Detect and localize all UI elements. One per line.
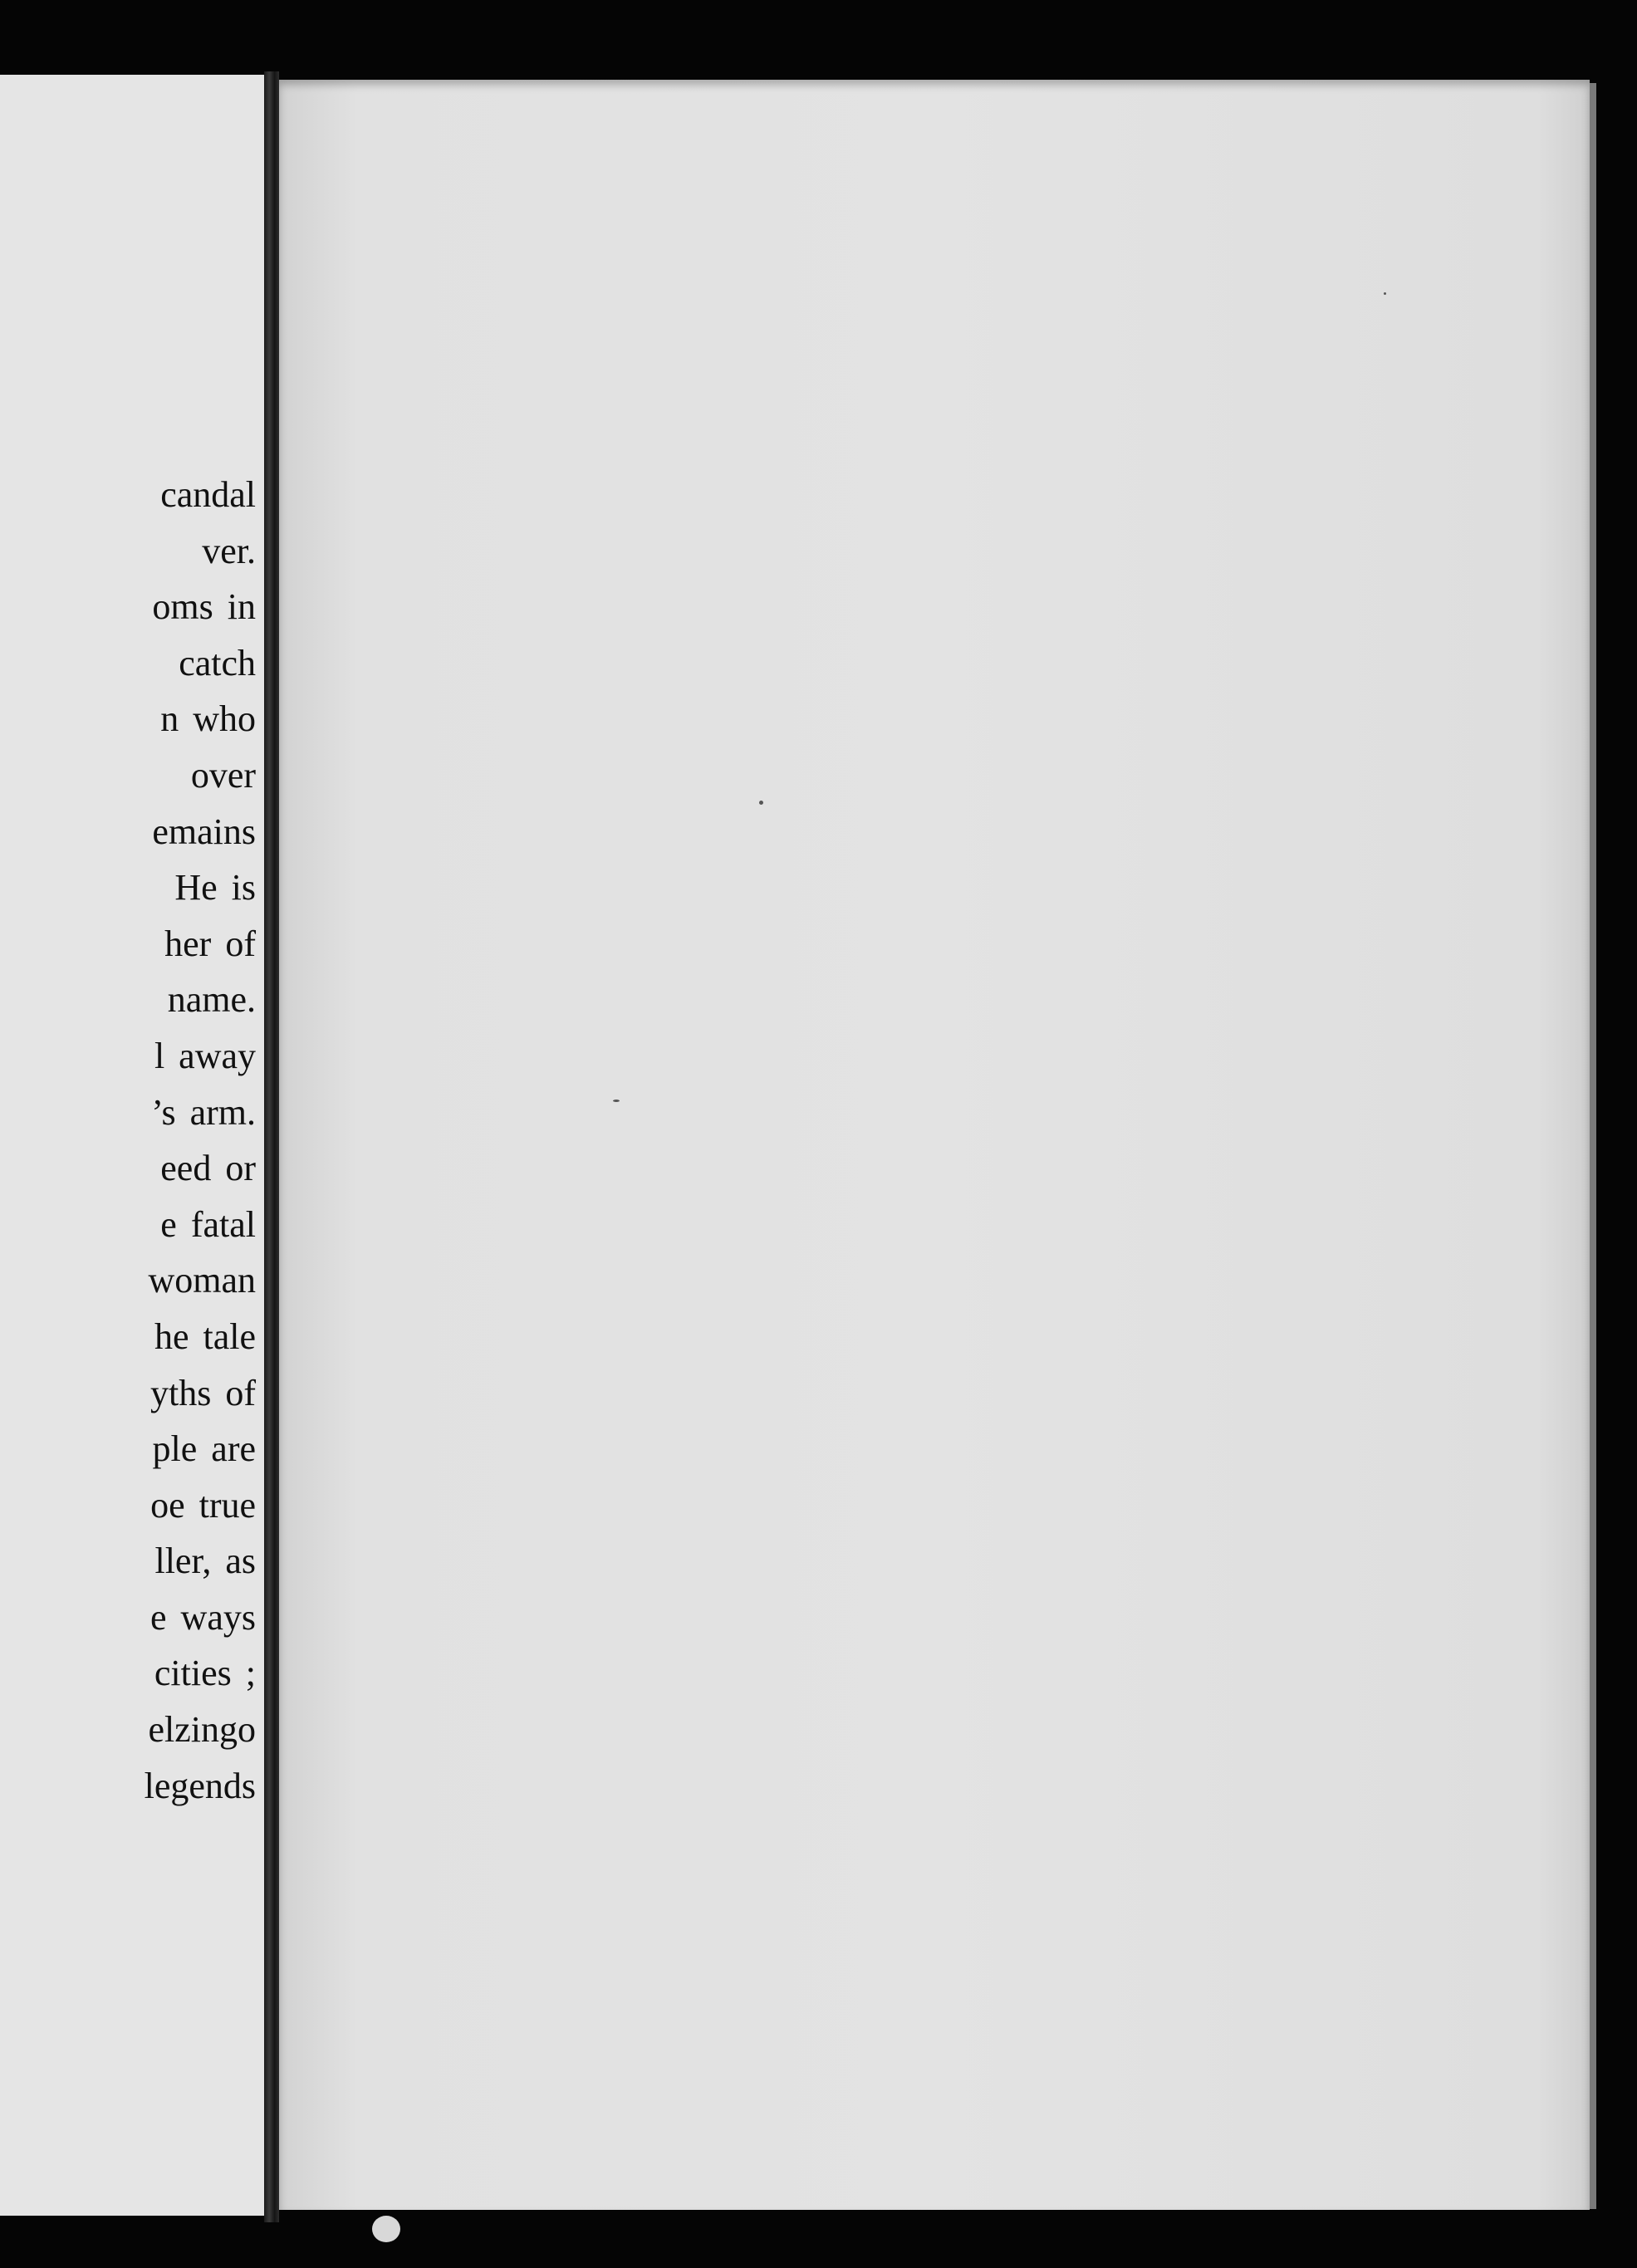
left-page-text-column [145, 467, 256, 1814]
text-line: He is [174, 867, 256, 909]
text-line: he tale [154, 1315, 256, 1357]
text-line: her of [164, 923, 256, 964]
left-page [0, 75, 264, 2216]
text-line: emains [152, 811, 256, 852]
text-line: l away [154, 1035, 256, 1076]
text-line: ver. [202, 530, 256, 571]
text-line: catch [179, 642, 256, 683]
right-page-blank [279, 80, 1590, 2210]
page-edge [1590, 83, 1596, 2209]
text-line: elzingo [148, 1709, 256, 1751]
paper-speck [1384, 292, 1386, 295]
scan-blot [372, 2216, 400, 2242]
text-line: e ways [150, 1596, 256, 1638]
text-line: candal [160, 474, 256, 515]
text-line: eed or [160, 1148, 256, 1189]
text-line: ller, as [154, 1541, 256, 1582]
text-line: yths of [150, 1372, 256, 1413]
text-line: ’s arm. [151, 1091, 256, 1133]
text-line: legends [144, 1765, 256, 1806]
text-line: woman [148, 1260, 256, 1301]
text-line: oe true [150, 1484, 256, 1526]
paper-speck [759, 801, 763, 805]
text-line: over [190, 754, 256, 796]
text-line: name. [167, 979, 256, 1021]
book-spine [264, 71, 279, 2222]
text-line: cities ; [154, 1653, 256, 1694]
text-line: ple are [152, 1428, 256, 1470]
text-line: oms in [152, 586, 256, 628]
paper-speck [613, 1100, 620, 1102]
text-line: n who [160, 698, 256, 740]
text-line: e fatal [160, 1203, 256, 1245]
